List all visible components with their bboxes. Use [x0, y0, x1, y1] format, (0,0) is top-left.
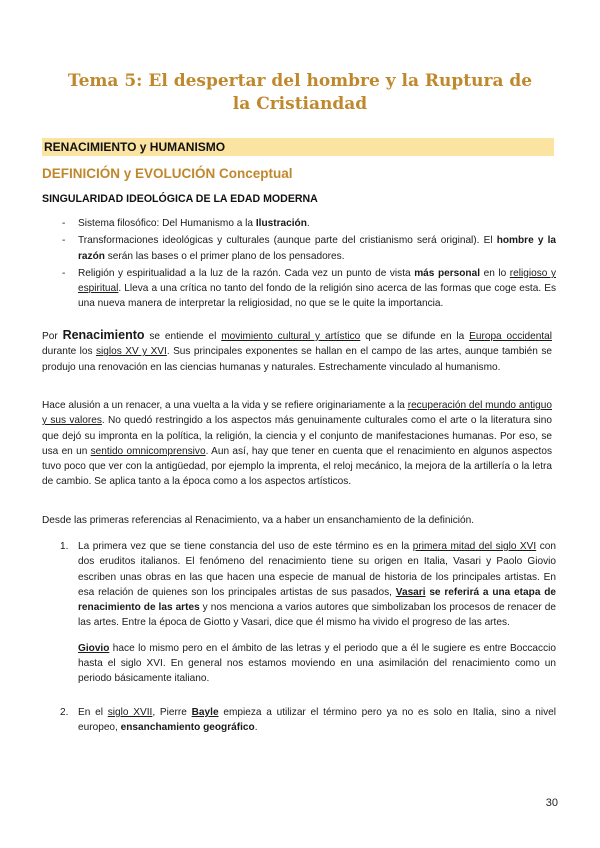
- bullet-list: [42, 216, 556, 314]
- page-title: Tema 5: El despertar del hombre y la Ruptura de la Cristiandad: [67, 71, 533, 114]
- numbered-list: [42, 539, 556, 687]
- list-item: 2. En el siglo XVII, Pierre Bayle empieza a utilizar el término pero ya no es solo en Italia, sino a nivel europeo, ensanchamiento geográfico.: [60, 707, 557, 734]
- list-item: Giovio hace lo mismo pero en el ámbito de las letras y el periodo que a él le sugiere es entre Boccaccio hasta el siglo XVI. En general nos estamos moviendo en una asimilación del renacimiento como un periodo básicamente italiano.: [78, 642, 556, 685]
- list-item: - Transformaciones ideológicas y culturales (aunque parte del cristianismo será original). El hombre y la razón serán las bases o el primer plano de los pensadores.: [42, 233, 556, 264]
- section-heading: RENACIMIENTO y HUMANISMO: [42, 138, 554, 156]
- page-number: 30: [545, 797, 558, 809]
- list-item: - Religión y espiritualidad a la luz de la razón. Cada vez un punto de vista más personal en lo religioso y espiritual. Lleva a una crítica no tanto del fondo de la religión sino acerca de las formas que coge esta. Es una nueva manera de interpretar la religiosidad, no que se le quite la importancia.: [42, 266, 556, 312]
- paragraph: Hace alusión a un renacer, a una vuelta a la vida y se refiere originariamente a la recuperación del mundo antiguo y sus valores. No quedó restringido a los aspectos más genuinamente culturales como el arte o la literatura sino que dejó su impronta en la política, la religión, la ciencia y el conjunto de manifestaciones humanas. Por eso, se usa en un sentido omnicomprensivo. Aun así, hay que tener en cuenta que el renacimiento en algunos aspectos tuvo poco que ver con la antigüedad, por ejemplo la imprenta, el reloj mecánico, la mejora de la artillería o la letra de cambio. Se aplica tanto a la época como a los aspectos artísticos.: [42, 400, 553, 488]
- list-item: - Sistema filosófico: Del Humanismo a la Ilustración.: [42, 216, 556, 231]
- list-item: 1. La primera vez que se tiene constancia del uso de este término es en la primera mitad del siglo XVI con dos eruditos italianos. El fenómeno del renacimiento tiene su origen en Italia, Vasari y Paolo Giovio escriben unas obras en las que hacen una especie de manual de historia de los principales artistas. En esa relación de quienes son los principales artistas de sus pasados, Vasari se referirá a una etapa de renacimiento de las artes y nos menciona a varios autores que simbolizaban los procesos de renacer de las artes. Entre la época de Giotto y Vasari, dice que él mismo ha vivido el progreso de las artes.: [60, 541, 556, 629]
- numbered-list: [42, 705, 556, 736]
- subsection-heading: DEFINICIÓN y EVOLUCIÓN Conceptual: [42, 166, 293, 181]
- subheading: SINGULARIDAD IDEOLÓGICA DE LA EDAD MODERNA: [42, 193, 318, 205]
- paragraph: Desde las primeras referencias al Renacimiento, va a haber un ensanchamiento de la definición.: [42, 515, 475, 526]
- paragraph: Por Renacimiento se entiende el movimiento cultural y artístico que se difunde en la Europa occidental durante los siglos XV y XVI. Sus principales exponentes se hallan en el campo de las artes, aunque también se produjo una renovación en las ciencias humanas y naturales. Estrechamente vinculado al humanismo.: [42, 328, 552, 373]
